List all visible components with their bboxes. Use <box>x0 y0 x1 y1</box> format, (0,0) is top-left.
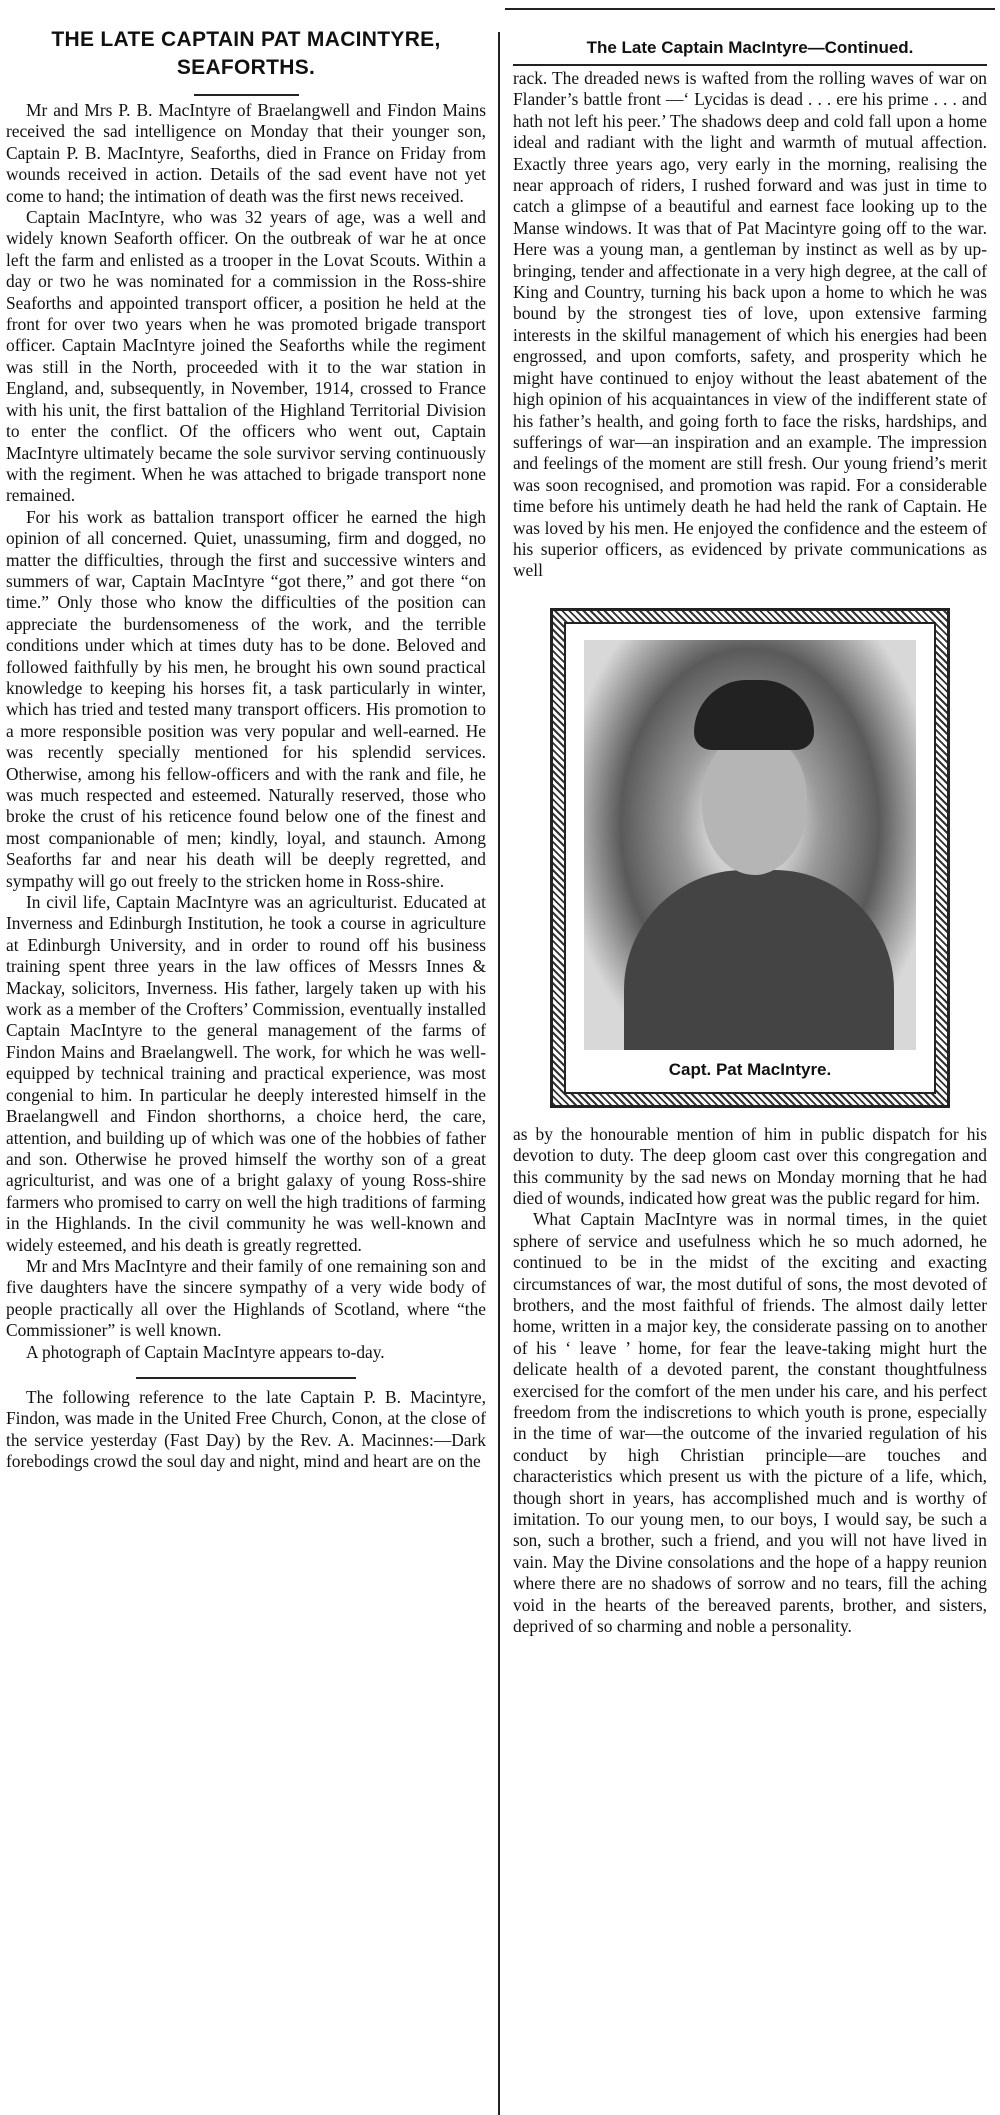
column-divider <box>498 32 500 2115</box>
continued-heading: The Late Captain MacIntyre—Continued. <box>586 38 914 57</box>
portrait-photo <box>584 640 916 1050</box>
paragraph: What Captain MacIntyre was in normal times, in the quiet sphere of service and usefulness which he so much adorned, he continued to be in the midst of the exciting and exacting circumstances of war, the most dutiful of sons, the most devoted of brothers, and the most faithful of friends. The almost daily letter home, written in a major key, the considerate passing on to another of his ‘ leave ’ home, for fear the leave-taking might hurt the delicate health of a devoted parent, the constant thoughtfulness exercised for the comfort of the men under his care, and his perfect freedom from the indiscretions to which youth is prone, especially in the time of war—the outcome of the invaried regulation of his conduct by high Christian principle—are touches and characteristics which present us with the picture of a life, which, though short in years, has accomplished much and is worthy of imitation. To our young men, to our boys, I would say, be such a son, such a brother, such a friend, and you will not have lived in vain. May the Divine consolations and the hope of a happy reunion where there are no shadows of sorrow and no tears, fill the aching void in the hearts of the bereaved parents, brother, and sisters, deprived of so charming and noble a personality. <box>513 1209 987 1637</box>
headline-rule <box>194 94 299 96</box>
right-column <box>505 0 995 1638</box>
paragraph: In civil life, Captain MacIntyre was an agriculturist. Educated at Inverness and Edinburgh Institution, he took a course in agriculture at Edinburgh University, and in order to round off his business training spent three years in the law offices of Messrs Innes & Mackay, solicitors, Inverness. His father, largely taken up with his work as a member of the Crofters’ Commission, eventually installed Captain MacIntyre to the general management of the farms of Findon Mains and Braelangwell. The work, for which he was well-equipped by technical training and practical experience, was most congenial to him. In particular he deeply interested himself in the Braelangwell and Findon shorthorns, a choice herd, the care, attention, and building up of which was one of the hobbies of father and son. Otherwise he proved himself the worthy son of a great agriculturist, and was one of a bright galaxy of young Ross-shire farmers who promised to carry on well the high traditions of farming in the Highlands. In the civil community he was well-known and widely esteemed, and his death is greatly regretted. <box>6 892 486 1255</box>
continued-rule <box>513 64 987 66</box>
paragraph: Mr and Mrs MacIntyre and their family of one remaining son and five daughters have the sincere sympathy of a very wide body of people practically all over the Highlands of Scotland, where “the Commissioner” is well known. <box>6 1255 486 1341</box>
section-rule <box>136 1377 356 1379</box>
photo-frame <box>550 608 950 1108</box>
paragraph: Mr and Mrs P. B. MacIntyre of Braelangwell and Findon Mains received the sad intelligence on Monday that their younger son, Captain P. B. MacIntyre, Seaforths, died in France on Friday from wounds received in action. Details of the sad event have not yet come to hand; the intimation of death was the first news received. <box>6 100 486 206</box>
paragraph: A photograph of Captain MacIntyre appears to-day. <box>26 1341 385 1362</box>
paragraph: For his work as battalion transport officer he earned the high opinion of all concerned. Quiet, unassuming, firm and dogged, no matter the difficulties, through the first and successive winters and summers of war, Captain MacIntyre “got there,” and got there “on time.” Only those who know the difficulties of the position can appreciate the burdensomeness of the work, and the terrible conditions under which at times duty has to be done. Beloved and followed faithfully by his men, he brought his own sound practical knowledge to keeping his horses fit, a task particularly in winter, which has tried and tested many transport officers. His promotion to a more responsible position was very popular and well-earned. He was recently specially mentioned for his splendid services. Otherwise, among his fellow-officers and with the rank and file, he was much respected and esteemed. Naturally reserved, those who broke the crust of his reticence found below one of the finest and most companionable of men; kindly, loyal, and staunch. Among Seaforths far and near his death will be deeply regretted, and sympathy will go out freely to the stricken home in Ross-shire. <box>6 506 486 891</box>
paragraph: as by the honourable mention of him in public dispatch for his devotion to duty. The deep gloom cast over this congregation and this community by the sad news on Monday morning that he had died of wounds, indicated how great was the public regard for him. <box>513 1123 987 1208</box>
paragraph: rack. The dreaded news is wafted from the rolling waves of war on Flander’s battle front —‘ Lycidas is dead . . . ere his prime . . . and hath not left his peer.’ The shadows deep and cold fall upon a home ideal and radiant with the light and warmth of mutual affection. Exactly three years ago, very early in the morning, realising the near approach of riders, I rushed forward and was just in time to catch a glimpse of a beautiful and earnest face looking up to the Manse windows. It was that of Pat Macintyre going off to the war. Here was a young man, a gentleman by instinct as well as by up-bringing, tender and affectionate in a very high degree, at the call of King and Country, turning his back upon a home to which he was bound by the strongest ties of love, upon extensive farming interests in the skilful management of which his energies had been engrossed, and upon comforts, safety, and prosperity which he might have continued to enjoy without the least abatement of the high opinion of his acquaintances in view of the indifferent state of his father’s health, and going forth to face the risks, hardships, and sufferings of war—an inspiration and an example. The impression and feelings of the moment are still fresh. Our young friend’s merit was soon recognised, and promotion was rapid. For a considerable time before his untimely death he had held the rank of Captain. He was loved by his men. He enjoyed the confidence and the esteem of his superior officers, as evidenced by private communications as well <box>513 68 987 581</box>
photo-caption: Capt. Pat MacIntyre. <box>668 1059 832 1079</box>
left-column <box>0 0 492 1473</box>
paragraph: Captain MacIntyre, who was 32 years of age, was a well and widely known Seaforth officer. On the outbreak of war he at once left the farm and enlisted as a trooper in the Lovat Scouts. Within a day or two he was nominated for a commission in the Ross-shire Seaforths and appointed transport officer, a position he held at the front for over two years when he was promoted brigade transport officer. Captain MacIntyre joined the Seaforths while the regiment was still in the North, proceeded with it to the war station in England, and, subsequently, in November, 1914, crossed to France with his unit, the first battalion of the Highland Territorial Division to enter the conflict. Of the officers who went out, Captain MacIntyre ultimately became the sole survivor serving continuously with the regiment. When he was attached to brigade transport none remained. <box>6 207 486 506</box>
paragraph: The following reference to the late Captain P. B. Macintyre, Findon, was made in the United Free Church, Conon, at the close of the service yesterday (Fast Day) by the Rev. A. Macinnes:—Dark forebodings crowd the soul day and night, mind and heart are on the <box>6 1386 486 1472</box>
headline: THE LATE CAPTAIN PAT MACINTYRE, SEAFORTHS. <box>51 28 441 79</box>
